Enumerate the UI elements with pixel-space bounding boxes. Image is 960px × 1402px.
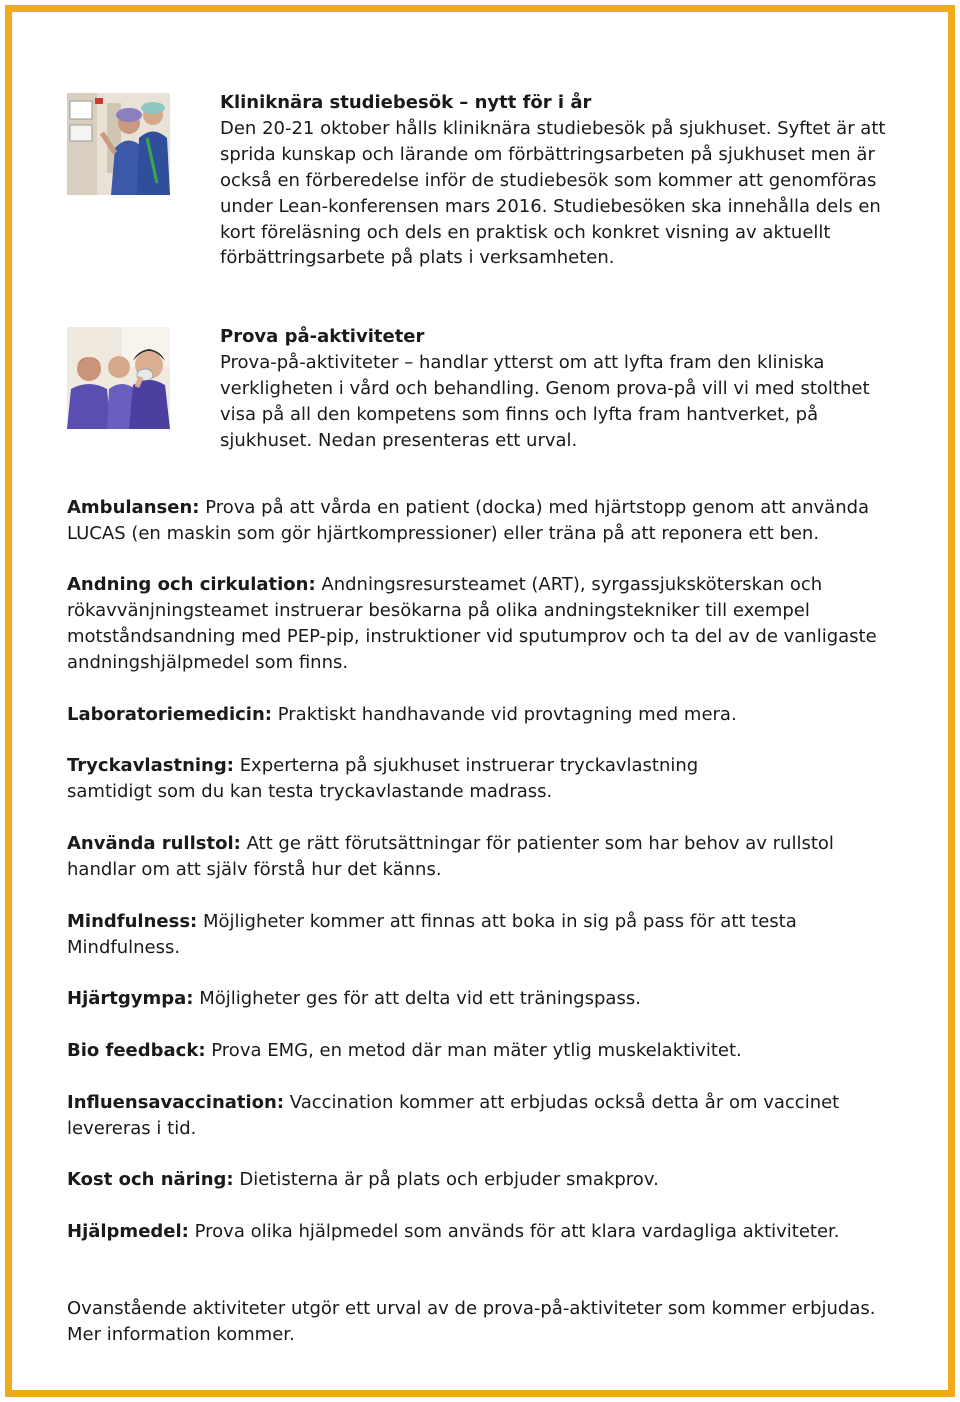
section-title: Kliniknära studiebesök – nytt för i år: [220, 92, 592, 113]
activity-text: Experterna på sjukhuset instruerar tryckavlastning samtidigt som du kan testa tryckavlastande madrass.: [67, 755, 699, 802]
activity-label: Hjälpmedel:: [67, 1221, 189, 1242]
activity-label: Influensavaccination:: [67, 1092, 285, 1113]
activity-label: Kost och näring:: [67, 1169, 234, 1190]
activity-text: Prova EMG, en metod där man mäter ytlig muskelaktivitet.: [211, 1040, 742, 1061]
activity-label: Bio feedback:: [67, 1040, 206, 1061]
photo-staff-at-board: [67, 93, 170, 195]
activity-label: Laboratoriemedicin:: [67, 704, 272, 725]
activity-label: Tryckavlastning:: [67, 755, 234, 776]
activity-tryckavlastning: [67, 753, 727, 805]
activity-laboratoriemedicin: [67, 702, 897, 728]
activity-label: Ambulansen:: [67, 497, 200, 518]
activity-text: Praktiskt handhavande vid provtagning med mera.: [277, 704, 737, 725]
activity-label: Hjärtgympa:: [67, 988, 194, 1009]
activity-hjalpmedel: [67, 1219, 907, 1245]
section-kliniknara: [220, 90, 895, 271]
activity-kost: [67, 1167, 897, 1193]
activity-mindfulness: [67, 909, 897, 961]
activity-text: Prova olika hjälpmedel som används för att klara vardagliga aktiviteter.: [194, 1221, 840, 1242]
activity-label: Mindfulness:: [67, 911, 198, 932]
activity-influensavaccination: [67, 1090, 897, 1142]
section-title: Prova på-aktiviteter: [220, 326, 425, 347]
activity-andning: [67, 572, 897, 676]
section-prova-pa: [220, 324, 895, 454]
activity-label: Använda rullstol:: [67, 833, 241, 854]
activity-text: Att ge rätt förutsättningar för patienter som har behov av rullstol handlar om att själv förstå hur det känns.: [67, 833, 834, 880]
activity-bio-feedback: [67, 1038, 897, 1064]
activity-text: Dietisterna är på plats och erbjuder smakprov.: [239, 1169, 659, 1190]
footer-note: [67, 1296, 897, 1348]
activity-text: Möjligheter kommer att finnas att boka in sig på pass för att testa Mindfulness.: [67, 911, 797, 958]
photo-nurses-breathing: [67, 327, 170, 429]
activity-text: Möjligheter ges för att delta vid ett träningspass.: [199, 988, 641, 1009]
footer-text: Ovanstående aktiviteter utgör ett urval av de prova-på-aktiviteter som kommer erbjudas. Mer information kommer.: [67, 1298, 876, 1345]
section-body: Prova-på-aktiviteter – handlar ytterst om att lyfta fram den kliniska verkligheten i vård och behandling. Genom prova-på vill vi med stolthet visa på all den kompetens som finns och lyfta fram hantverket, på sjukhuset. Nedan presenteras ett urval.: [220, 351, 870, 451]
activity-text: Andningsresursteamet (ART), syrgassjuksköterskan och rökavvänjningsteamet instruerar besökarna på olika andningstekniker till exempel motståndsandning med PEP-pip, instruktioner vid sputumprov och ta del av de vanligaste andningshjälpmedel som finns.: [67, 574, 877, 673]
activity-text: Prova på att vårda en patient (docka) med hjärtstopp genom att använda LUCAS (en maskin som gör hjärtkompressioner) eller träna på att reponera ett ben.: [67, 497, 870, 544]
activity-ambulansen: [67, 495, 897, 547]
section-body: Den 20-21 oktober hålls kliniknära studiebesök på sjukhuset. Syftet är att sprida kunskap och lärande om förbättringsarbeten på sjukhuset men är också en förberedelse inför de studiebesök som kommer att genomföras under Lean-konferensen mars 2016. Studiebesöken ska innehålla dels en kort föreläsning och dels en praktisk och konkret visning av aktuellt förbättringsarbete på plats i verksamheten.: [220, 117, 886, 269]
activity-text: Vaccination kommer att erbjudas också detta år om vaccinet levereras i tid.: [67, 1092, 840, 1139]
activity-rullstol: [67, 831, 897, 883]
activity-hjartgympa: [67, 986, 897, 1012]
activity-label: Andning och cirkulation:: [67, 574, 316, 595]
